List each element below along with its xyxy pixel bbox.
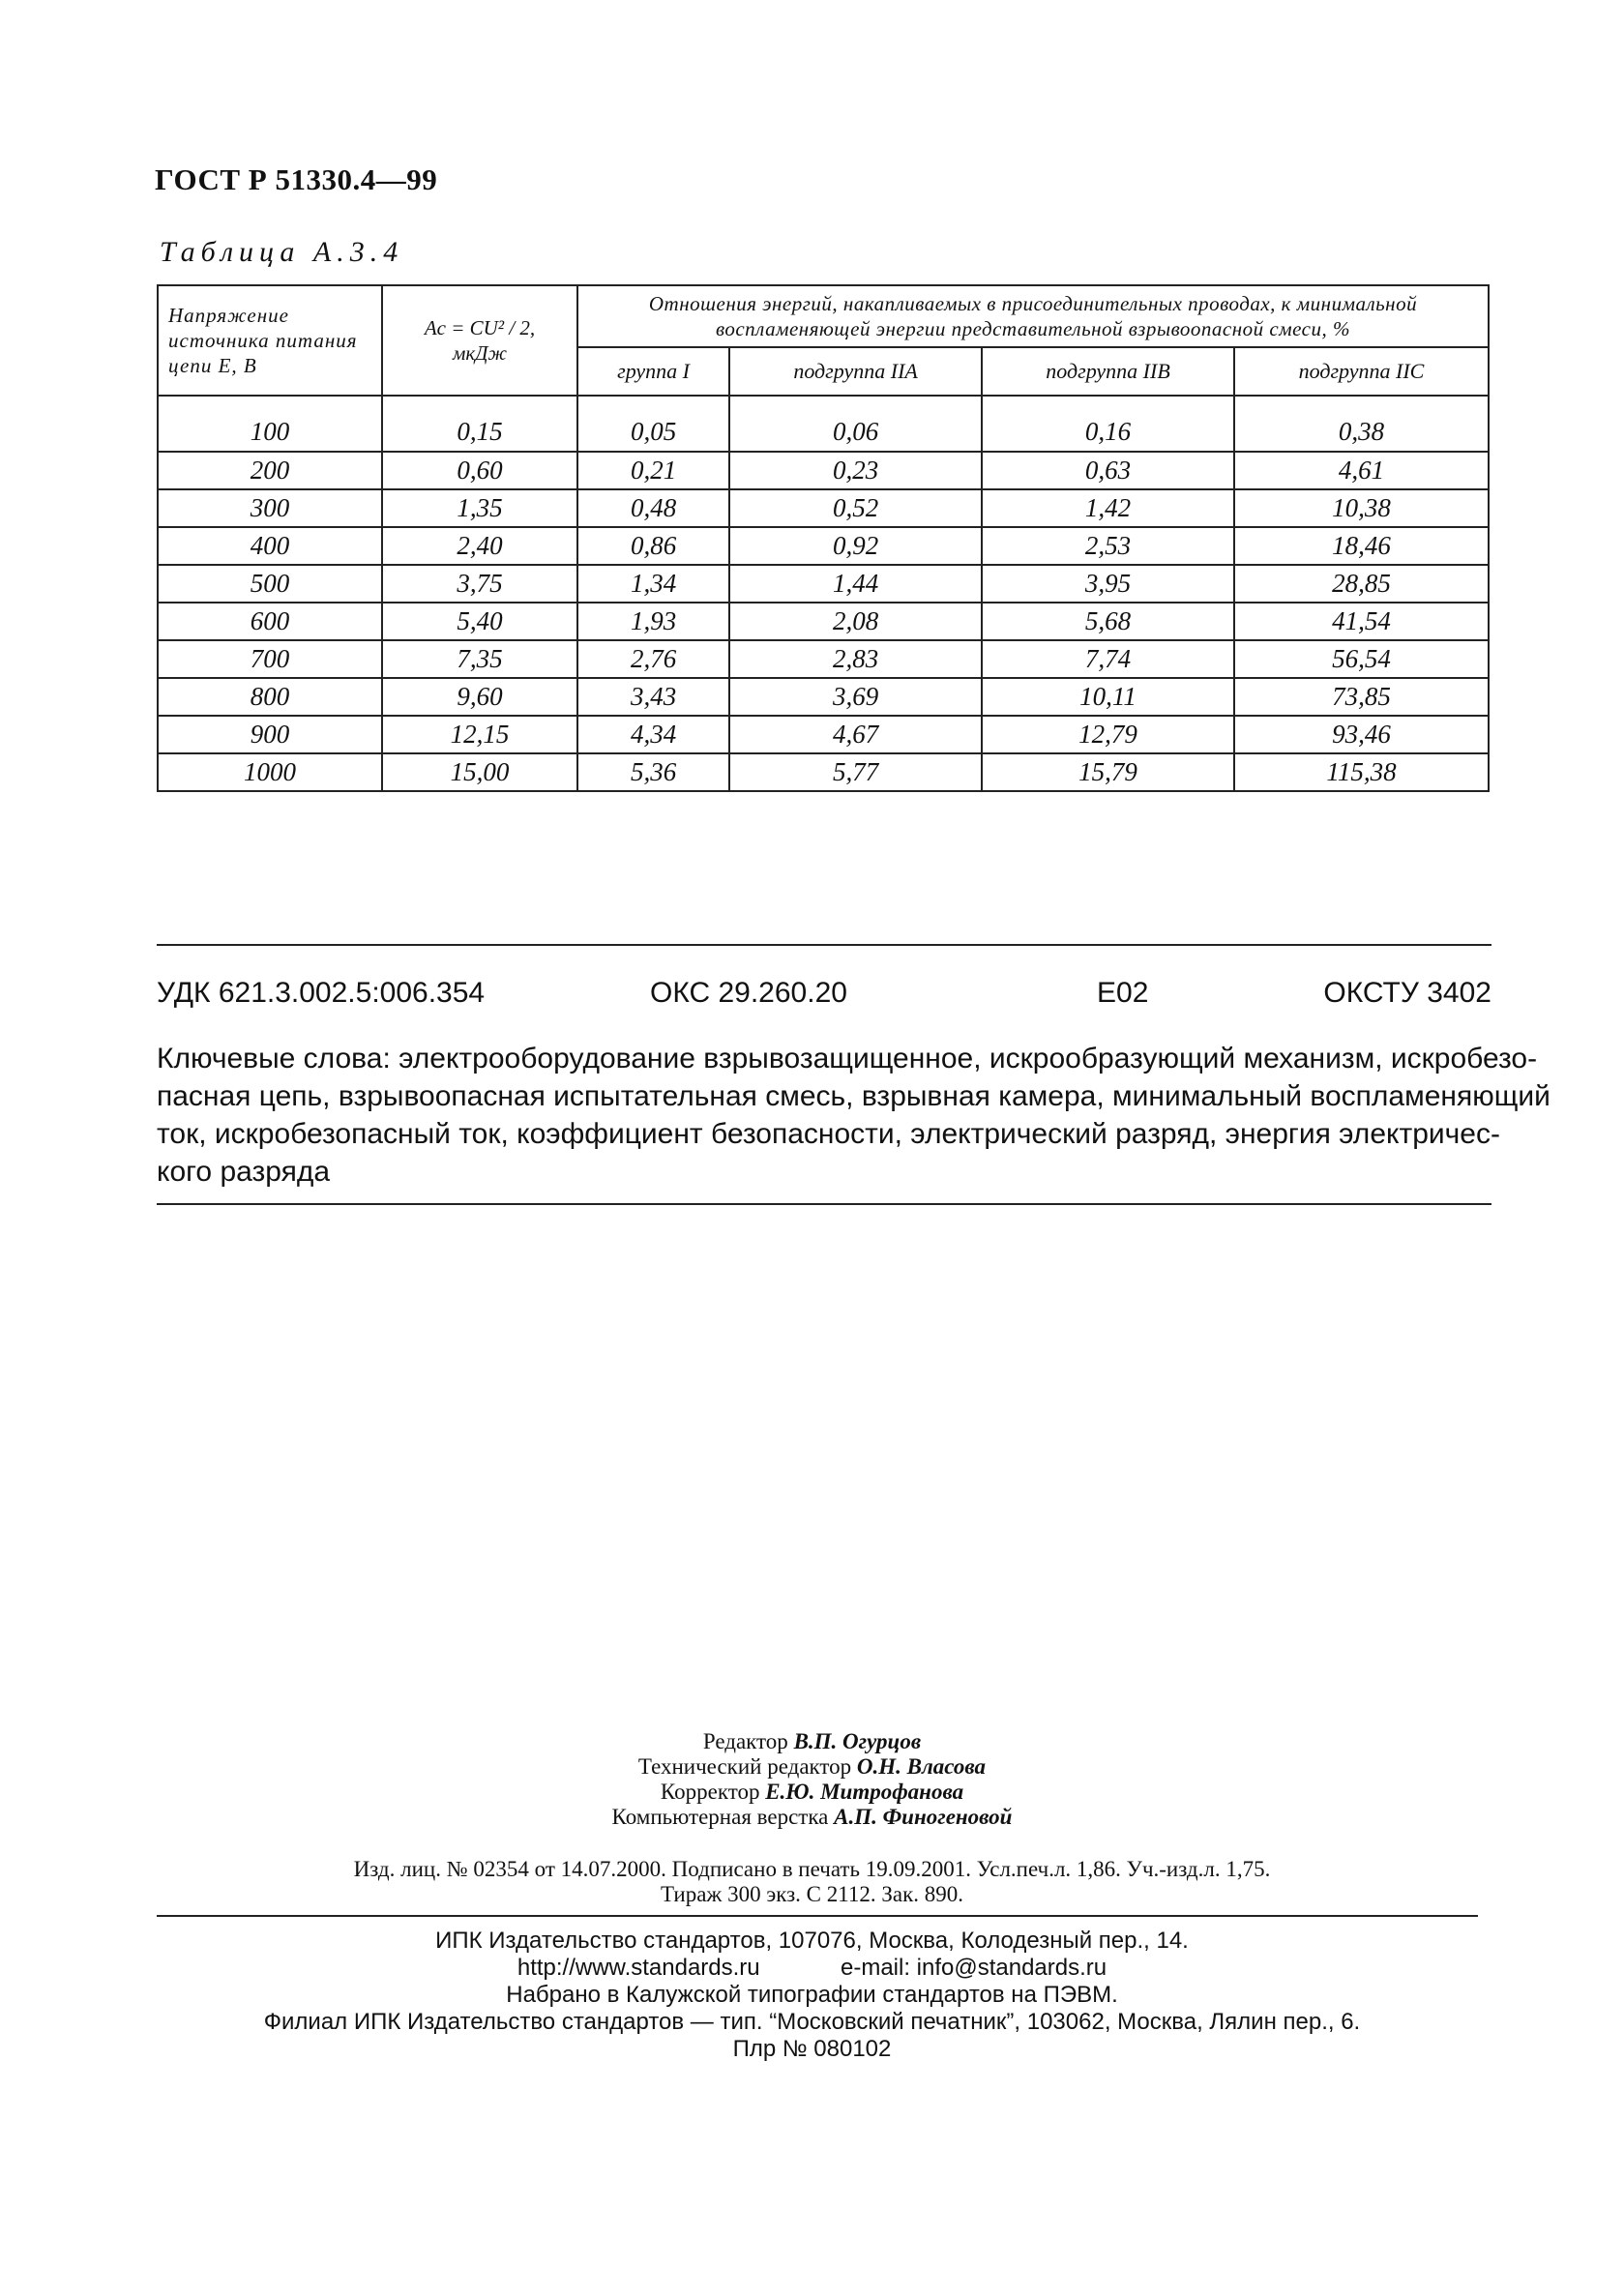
table-cell: 3,95 [982, 565, 1234, 603]
header-energy [382, 285, 577, 396]
table-cell: 1,42 [982, 489, 1234, 527]
credit-editor: Редактор В.П. Огурцов [702, 1729, 922, 1753]
credit-corrector: Корректор Е.Ю. Митрофанова [660, 1780, 964, 1804]
table-cell: 56,54 [1234, 640, 1489, 678]
imprint-contacts [0, 1955, 1624, 1982]
table-cell: 2,83 [729, 640, 982, 678]
table-cell: 2,76 [577, 640, 729, 678]
table-cell: 900 [158, 716, 382, 753]
table-cell: 3,75 [382, 565, 577, 603]
publication-info [0, 1857, 1624, 1907]
table-row [158, 640, 1489, 678]
table-cell: 18,46 [1234, 527, 1489, 565]
imprint-license: Плр № 080102 [732, 2036, 892, 2062]
table-cell: 15,00 [382, 753, 577, 791]
table-row [158, 753, 1489, 791]
table-caption: Таблица А.3.4 [160, 236, 404, 268]
table-cell: 400 [158, 527, 382, 565]
table-cell: 12,79 [982, 716, 1234, 753]
imprint-url[interactable]: http://www.standards.ru [517, 1955, 760, 1981]
imprint-address: ИПК Издательство стандартов, 107076, Москва, Колодезный пер., 14. [435, 1928, 1189, 1954]
table-row [158, 716, 1489, 753]
credit-layout: Компьютерная верстка А.П. Финогеновой [611, 1805, 1013, 1829]
table-cell: 5,77 [729, 753, 982, 791]
udk-code: УДК 621.3.002.5:006.354 [157, 977, 486, 1009]
header-ratio: Отношения энергий, накапливаемых в присоединительных проводах, к минимальной воспламеняющей энергии представительной взрывоопасной смеси, % [577, 285, 1489, 347]
table-cell: 2,08 [729, 603, 982, 640]
table-body [158, 396, 1489, 791]
document-header: ГОСТ Р 51330.4—99 [155, 162, 438, 196]
table-cell: 0,06 [729, 396, 982, 452]
table-cell: 700 [158, 640, 382, 678]
table-cell: 3,43 [577, 678, 729, 716]
table-row [158, 565, 1489, 603]
table-cell: 0,15 [382, 396, 577, 452]
table-cell: 1,35 [382, 489, 577, 527]
table-row [158, 678, 1489, 716]
table-cell: 115,38 [1234, 753, 1489, 791]
keywords-line: Ключевые слова: электрооборудование взрывозащищенное, искрообразующий механизм, искробезо- [157, 1043, 1538, 1074]
okstu-code: ОКСТУ 3402 [1323, 977, 1491, 1009]
keywords-paragraph [157, 1040, 1550, 1191]
header-subgroup-iib: подгруппа IIB [982, 347, 1234, 396]
table-cell: 93,46 [1234, 716, 1489, 753]
header-group-1: группа I [577, 347, 729, 396]
table-cell: 1,34 [577, 565, 729, 603]
keywords-line: ток, искробезопасный ток, коэффициент безопасности, электрический разряд, энергия электричес- [157, 1118, 1500, 1150]
keywords-line: пасная цепь, взрывоопасная испытательная смесь, взрывная камера, минимальный воспламеняющий [157, 1080, 1550, 1112]
table-cell: 1,44 [729, 565, 982, 603]
table-cell: 600 [158, 603, 382, 640]
divider-imprint [157, 1915, 1478, 1917]
divider-keywords [157, 1203, 1491, 1205]
table-cell: 0,92 [729, 527, 982, 565]
table-cell: 5,68 [982, 603, 1234, 640]
table-cell: 10,38 [1234, 489, 1489, 527]
oks-code: ОКС 29.260.20 [650, 977, 847, 1009]
publisher-imprint [0, 1928, 1624, 2063]
group-code: Е02 [1097, 977, 1149, 1009]
table-cell: 0,16 [982, 396, 1234, 452]
table-cell: 200 [158, 452, 382, 489]
table-cell: 28,85 [1234, 565, 1489, 603]
energy-ratio-table [157, 284, 1490, 792]
table-row [158, 396, 1489, 452]
table-cell: 0,21 [577, 452, 729, 489]
table-cell: 41,54 [1234, 603, 1489, 640]
table-cell: 0,23 [729, 452, 982, 489]
table-cell: 12,15 [382, 716, 577, 753]
table-cell: 73,85 [1234, 678, 1489, 716]
table-cell: 7,35 [382, 640, 577, 678]
header-energy-unit: мкДж [452, 341, 508, 365]
table-cell: 100 [158, 396, 382, 452]
table-cell: 500 [158, 565, 382, 603]
table-cell: 7,74 [982, 640, 1234, 678]
table-row [158, 527, 1489, 565]
publication-line-2: Тираж 300 экз. С 2112. Зак. 890. [660, 1882, 964, 1906]
table-cell: 3,69 [729, 678, 982, 716]
table-row [158, 489, 1489, 527]
table-cell: 2,40 [382, 527, 577, 565]
table-cell: 300 [158, 489, 382, 527]
header-subgroup-iia: подгруппа IIA [729, 347, 982, 396]
table-cell: 9,60 [382, 678, 577, 716]
table-row [158, 452, 1489, 489]
table-cell: 0,38 [1234, 396, 1489, 452]
table-cell: 0,52 [729, 489, 982, 527]
table-cell: 1,93 [577, 603, 729, 640]
table-cell: 5,36 [577, 753, 729, 791]
table-cell: 4,67 [729, 716, 982, 753]
table-row [158, 603, 1489, 640]
credit-tech-editor: Технический редактор О.Н. Власова [637, 1754, 987, 1779]
imprint-branch: Филиал ИПК Издательство стандартов — тип. “Московский печатник”, 103062, Москва, Лялин пер., 6. [263, 2009, 1361, 2035]
keywords-line: кого разряда [157, 1156, 331, 1188]
table-cell: 0,63 [982, 452, 1234, 489]
table-cell: 10,11 [982, 678, 1234, 716]
table-cell: 1000 [158, 753, 382, 791]
table-cell: 0,60 [382, 452, 577, 489]
table-cell: 0,86 [577, 527, 729, 565]
publication-line-1: Изд. лиц. № 02354 от 14.07.2000. Подписано в печать 19.09.2001. Усл.печ.л. 1,86. Уч.-изд.л. 1,75. [353, 1857, 1271, 1881]
table-cell: 4,34 [577, 716, 729, 753]
table-cell: 0,48 [577, 489, 729, 527]
classification-codes [157, 977, 1491, 1016]
table-cell: 800 [158, 678, 382, 716]
table-cell: 15,79 [982, 753, 1234, 791]
table-cell: 0,05 [577, 396, 729, 452]
imprint-email[interactable]: e-mail: info@standards.ru [840, 1955, 1107, 1981]
header-energy-formula: Aс = CU² / 2, [424, 315, 536, 339]
header-subgroup-iic: подгруппа IIC [1234, 347, 1489, 396]
divider-top [157, 944, 1491, 946]
table-cell: 5,40 [382, 603, 577, 640]
credits-block [0, 1729, 1624, 1830]
table-cell: 4,61 [1234, 452, 1489, 489]
header-voltage: Напряжение источника питания цепи E, В [158, 285, 382, 396]
imprint-printing: Набрано в Калужской типографии стандартов на ПЭВМ. [506, 1982, 1118, 2008]
table-cell: 2,53 [982, 527, 1234, 565]
